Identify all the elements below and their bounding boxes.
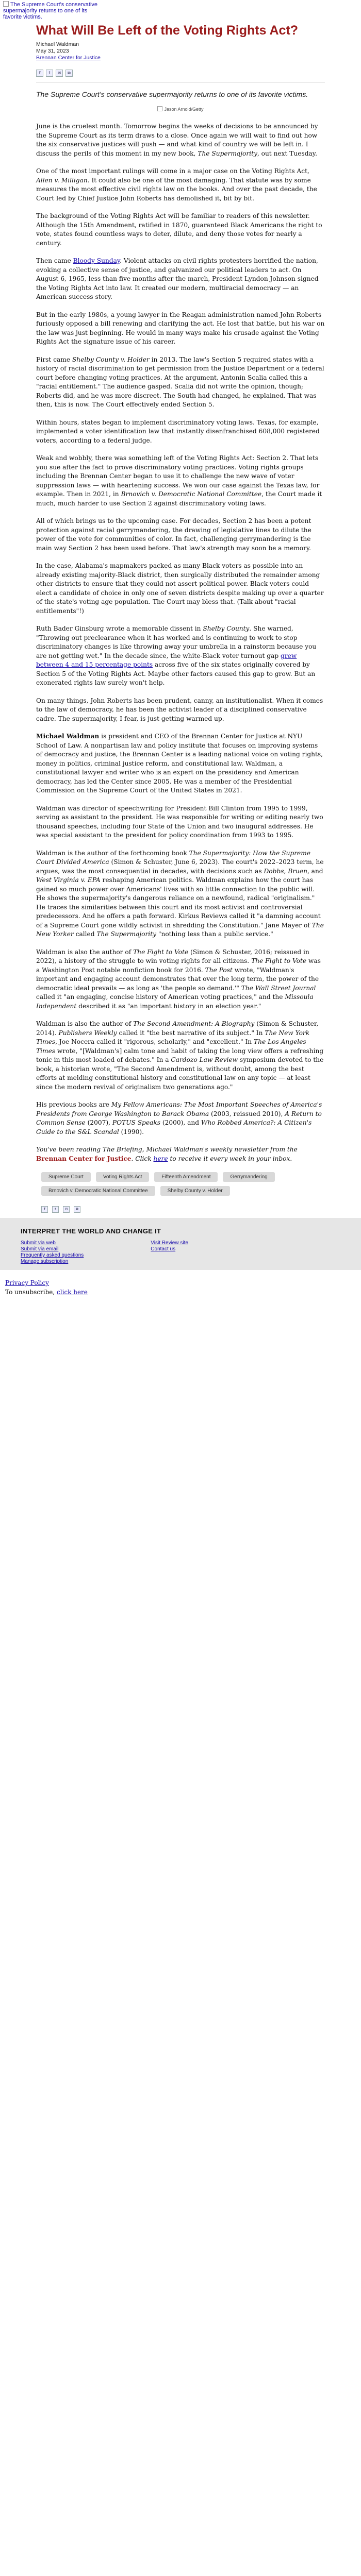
paragraph: But in the early 1980s, a young lawyer in the Reagan administration named John Roberts furiously opposed a bill renewing and clarifying the act. He lost that battle, but his war on the law was just beginning. He would in many ways make his crusade against the Voting Rights Act the signature issue of his career.	[36, 311, 325, 345]
header-image	[0, 0, 361, 23]
paragraph: One of the most important rulings will come in a major case on the Voting Rights Act, Allen v. Milligan. It could also be one of the most damaging. That statute was by some measures the most effective civil rights law on the books. And over the past decade, the Court led by Chief Justice John Roberts has demolished it, bit by bit.	[36, 167, 317, 202]
tag-pill[interactable]: Supreme Court	[41, 1172, 91, 1182]
header-image-alt: The Supreme Court's conservative supermajority returns to one of its favorite victims.	[3, 2, 98, 20]
footer-link[interactable]: Submit via web	[21, 1240, 56, 1246]
unsubscribe-link[interactable]: click here	[57, 1289, 88, 1296]
footer-link[interactable]: Contact us	[151, 1246, 176, 1252]
article-body	[36, 122, 325, 1163]
tag-pill[interactable]: Voting Rights Act	[96, 1172, 150, 1182]
paragraph: June is the cruelest month. Tomorrow begins the weeks of decisions to be announced by the Supreme Court as its term draws to a close. Once again we will wait to find out how the six conservative justices will push — and what kind of country we will be left in. I discuss the perils of this moment in my new book, The Supermajority, out next Tuesday.	[36, 123, 318, 157]
image-credit: Jason Arnold/Getty	[164, 107, 204, 112]
date: May 31, 2023	[36, 48, 69, 54]
footer-col-1	[21, 1240, 84, 1265]
paragraph: Then came Bloody Sunday. Violent attacks on civil rights protesters horrified the nation, evoking a collective sense of justice, and galvanized our political leaders to act. On August 6, 1965, less than five months after the march, President Lyndon Johnson signed the Voting Rights Act into law. It created our modern, multiracial democracy — an American success story.	[36, 257, 319, 300]
email-icon[interactable]: ✉	[63, 1206, 70, 1213]
tag-pill[interactable]: Fifteenth Amendment	[154, 1172, 218, 1182]
paragraph: Waldman is the author of the forthcoming book The Supermajority: How the Supreme Court Divided America (Simon & Schuster, June 6, 2023). The court's 2022–2023 term, he argues, was the most consequential in decades, with decisions such as Dobbs, Bruen, and West Virginia v. EPA reshaping American politics. Waldman explains how the court has gained so much power over Americans' lives with so little connection to the public will. He shows the supermajority's dangerous reliance on a newfound, radical "originalism." He traces the similarities between this court and its most activist and controversial predecessors. And he offers a path forward. Kirkus Reviews called it "a damning account of a Supreme Court gone wildly activist in shredding the Constitution." Jane Mayer of The New Yorker called The Supermajority "nothing less than a public service."	[36, 849, 324, 938]
broken-image-icon	[157, 106, 162, 111]
tag-list	[41, 1172, 289, 1196]
footer-heading: INTERPRET THE WORLD AND CHANGE IT	[21, 1227, 161, 1235]
newsletter-closing: You've been reading The Briefing, Michael Waldman's weekly newsletter from the Brennan Center for Justice. Click here to receive it every week in your inbox.	[36, 1146, 298, 1162]
email-icon[interactable]: ✉	[56, 70, 63, 77]
paragraph: Ruth Bader Ginsburg wrote a memorable dissent in Shelby County. She warned, "Throwing out preclearance when it has worked and is continuing to work to stop discriminatory changes is like throwing away your umbrella in a rainstorm because you are not getting wet." In the decade since, the white-Black voter turnout gap grew between 4 and 15 percentage points across five of the six states originally covered by Section 5 of the Voting Rights Act. Maybe other factors caused this gap to grow. But an exonerated rights law surely won't help.	[36, 625, 317, 686]
footer-columns	[21, 1240, 361, 1265]
hero-image	[36, 106, 325, 112]
org-link[interactable]: Brennan Center for Justice	[36, 55, 101, 61]
footer-links	[0, 1270, 361, 1307]
author: Michael Waldman	[36, 41, 79, 47]
twitter-icon[interactable]: t	[52, 1206, 59, 1213]
paragraph: His previous books are My Fellow Americans: The Most Important Speeches of America's Presidents from George Washington to Barack Obama (2003, reissued 2010), A Return to Common Sense (2007), POTUS Speaks (2000), and Who Robbed America?: A Citizen's Guide to the S&L Scandal (1990).	[36, 1101, 322, 1136]
footer-panel	[0, 1218, 361, 1270]
link-icon[interactable]: ⧉	[74, 1206, 80, 1213]
paragraph: Waldman is also the author of The Fight to Vote (Simon & Schuster, 2016; reissued in 2022), a history of the struggle to win voting rights for all citizens. The Fight to Vote was a Washington Post notable nonfiction book for 2016. The Post wrote, "Waldman's important and engaging account demonstrates that over the long term, the power of the democratic ideal prevails — as long as 'the people so demand.'" The Wall Street Journal called it "an engaging, concise history of American voting practices," and the Missoula Independent described it as "an important history in an election year."	[36, 948, 321, 1010]
paragraph: All of which brings us to the upcoming case. For decades, Section 2 has been a potent protection against racial gerrymandering, the drawing of legislative lines to dilute the power of the vote for communities of color. In fact, challenging gerrymandering is the main way Section 2 has been used before. That law's strength may soon be a memory.	[36, 517, 311, 552]
paragraph: Michael Waldman is president and CEO of the Brennan Center for Justice at NYU School of Law. A nonpartisan law and policy institute that focuses on improving systems of democracy and justice, the Brennan Center is a leading national voice on voting rights, money in politics, criminal justice reform, and constitutional law. Waldman, a constitutional lawyer and writer who is an expert on the presidency and American democracy, has led the Center since 2005. He was a member of the Presidential Commission on the Supreme Court of the United States in 2021.	[36, 733, 323, 794]
footer-link[interactable]: Manage subscription	[21, 1259, 69, 1264]
footer-link[interactable]: Visit Review site	[151, 1240, 188, 1246]
article	[36, 23, 325, 1213]
unsubscribe-text: To unsubscribe,	[5, 1289, 57, 1296]
paragraph: The background of the Voting Rights Act will be familiar to readers of this newsletter. Although the 15th Amendment, ratified in 1870, guaranteed Black Americans the right to vote, states found countless ways to deter, dilute, and deny those votes for nearly a century.	[36, 212, 322, 247]
paragraph: On many things, John Roberts has been prudent, canny, an institutionalist. When it comes to the law of democracy, he has been the activist leader of a disciplined conservative cadre. The supermajority, I fear, is just getting warmed up.	[36, 697, 323, 722]
footer-col-2	[151, 1240, 188, 1265]
facebook-icon[interactable]: f	[36, 70, 43, 77]
share-bar	[36, 70, 325, 77]
footer-link[interactable]: Submit via email	[21, 1246, 59, 1252]
paragraph: Within hours, states began to implement discriminatory voting laws. Texas, for example, implemented a voter identification law that instantly disenfranchised 608,000 registered voters, according to a federal judge.	[36, 418, 320, 444]
privacy-link[interactable]: Privacy Policy	[5, 1279, 49, 1286]
tag-pill[interactable]: Brnovich v. Democratic National Committee	[41, 1186, 155, 1196]
inline-link[interactable]: grew between 4 and 15 percentage points	[36, 652, 297, 668]
footer-share-bar	[41, 1206, 325, 1213]
article-meta	[36, 41, 325, 61]
footer-link[interactable]: Frequently asked questions	[21, 1252, 84, 1258]
paragraph: Weak and wobbly, there was something left of the Voting Rights Act: Section 2. That lets you sue after the fact to prove discriminatory voting practices. Voting rights groups including the Brennan Center began to use it to challenge the new wave of voter suppression laws — with heartening success. We won our case against the Texas law, for example. Then in 2021, in Brnovich v. Democratic National Committee, the Court made it much, much harder to use Section 2 against discriminatory voting laws.	[36, 454, 322, 507]
paragraph: Waldman was director of speechwriting for President Bill Clinton from 1995 to 1999, serving as assistant to the president. He was responsible for writing or editing nearly two thousand speeches, including four State of the Union and two inaugural addresses. He was special assistant to the president for policy coordination from 1993 to 1995.	[36, 804, 323, 839]
subscribe-link[interactable]: here	[153, 1155, 168, 1162]
paragraph: First came Shelby County v. Holder in 2013. The law's Section 5 required states with a history of racial discrimination to get permission from the Justice Department or a federal court before changing voting practices. At the argument, Antonin Scalia called this a "racial entitlement." The audience gasped. Scalia did not write the opinion, though; Roberts did, and he was more discreet. The South had changed, he explained. That was then, this is now. The Court effectively ended Section 5.	[36, 355, 324, 408]
inline-link[interactable]: Bloody Sunday	[73, 257, 120, 264]
tag-pill[interactable]: Gerrymandering	[223, 1172, 274, 1182]
paragraph: In the case, Alabama's mapmakers packed as many Black voters as possible into an already existing majority-Black district, then surgically distributed the remainder among other districts to ensure that they could not assert political power. Black voters could elect a candidate of choice in only one of seven districts despite making up over a quarter of the state's voting age population. The Court may bless that. (Talk about "racial entitlements"!)	[36, 562, 324, 615]
broken-image-icon	[3, 1, 9, 7]
article-dek: The Supreme Court's conservative supermajority returns to one of its favorite victims.	[36, 90, 308, 98]
tag-pill[interactable]: Shelby County v. Holder	[160, 1186, 230, 1196]
facebook-icon[interactable]: f	[41, 1206, 48, 1213]
article-title[interactable]: What Will Be Left of the Voting Rights Act?	[36, 23, 299, 38]
twitter-icon[interactable]: t	[46, 70, 53, 77]
link-icon[interactable]: ⧉	[65, 70, 73, 77]
paragraph: Waldman is also the author of The Second Amendment: A Biography (Simon & Schuster, 2014). Publishers Weekly called it "the best narrative of its subject." In The New York Times, Joe Nocera called it "rigorous, scholarly," and "excellent." In The Los Angeles Times wrote, "[Waldman's] calm tone and habit of taking the long view offers a refreshing tonic in this most loaded of debates." In a Cardozo Law Review symposium devoted to the book, a historian wrote, "The Second Amendment is, without doubt, among the best efforts at melding constitutional history and constitutional law on any topic — at least since the modern revival of originalism two generations ago."	[36, 1020, 324, 1091]
